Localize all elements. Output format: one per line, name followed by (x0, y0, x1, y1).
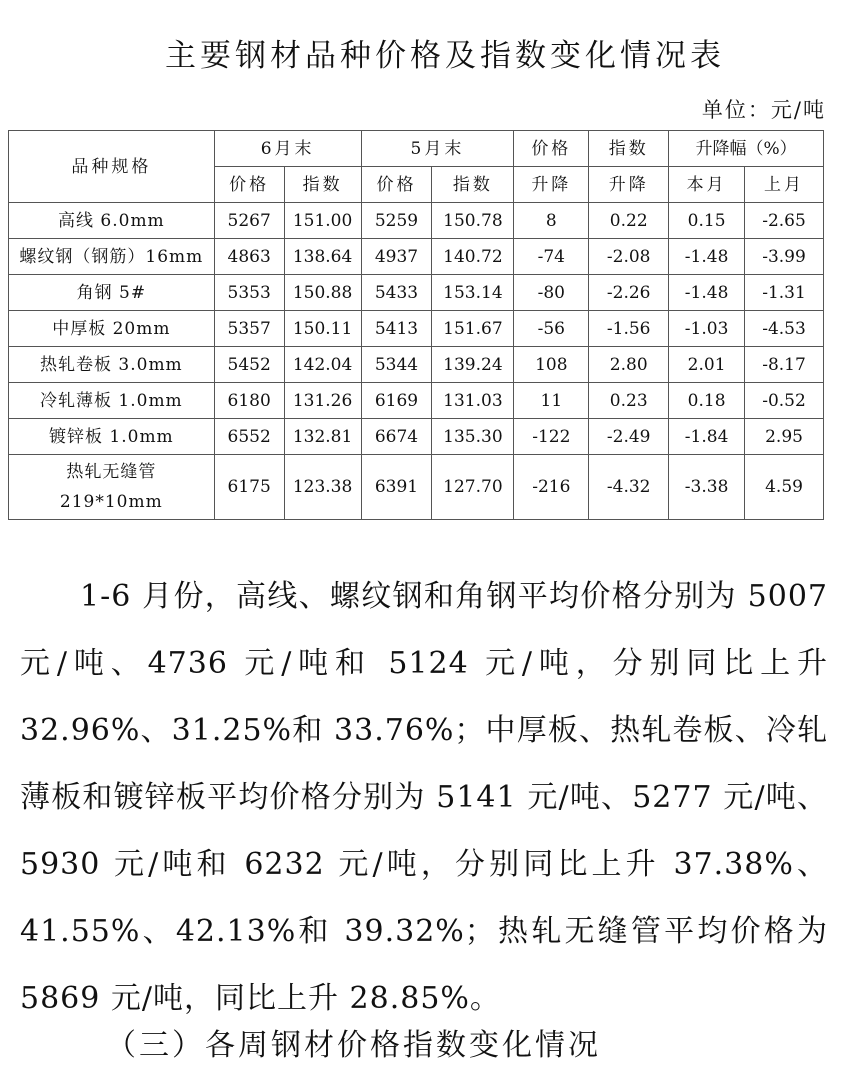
table-row (9, 203, 824, 239)
jun-price-cell: 4863 (214, 239, 284, 275)
header-price-change-1: 价格 (514, 131, 589, 167)
price-change-cell: -74 (514, 239, 589, 275)
header-index-change-1: 指数 (589, 131, 669, 167)
may-price-cell: 6169 (361, 383, 432, 419)
spec-cell: 角钢 5# (9, 275, 215, 311)
spec-cell: 高线 6.0mm (9, 203, 215, 239)
index-change-cell: -2.08 (589, 239, 669, 275)
spec-cell: 螺纹钢（钢筋）16mm (9, 239, 215, 275)
header-last-month: 上月 (745, 167, 824, 203)
jun-price-cell: 5267 (214, 203, 284, 239)
this-month-cell: -1.03 (669, 311, 745, 347)
index-change-cell: 0.22 (589, 203, 669, 239)
header-spec: 品种规格 (9, 131, 215, 203)
spec-line-1: 热轧无缝管 (66, 462, 157, 482)
spec-line-2: 219*10mm (59, 492, 163, 512)
table-row (9, 455, 824, 520)
price-change-cell: 11 (514, 383, 589, 419)
may-price-cell: 5433 (361, 275, 432, 311)
last-month-cell: -0.52 (745, 383, 824, 419)
may-price-cell: 6391 (361, 455, 432, 520)
this-month-cell: -1.48 (669, 275, 745, 311)
this-month-cell: 2.01 (669, 347, 745, 383)
last-month-cell: -1.31 (745, 275, 824, 311)
table-row (9, 383, 824, 419)
price-change-cell: 108 (514, 347, 589, 383)
last-month-cell: -8.17 (745, 347, 824, 383)
index-change-cell: -2.49 (589, 419, 669, 455)
jun-index-cell: 132.81 (284, 419, 361, 455)
header-index-change-2: 升降 (589, 167, 669, 203)
index-change-cell: 0.23 (589, 383, 669, 419)
may-index-cell: 135.30 (432, 419, 514, 455)
price-change-cell: -216 (514, 455, 589, 520)
header-row-1 (9, 131, 824, 167)
price-change-cell: -56 (514, 311, 589, 347)
may-index-cell: 150.78 (432, 203, 514, 239)
spec-cell: 冷轧薄板 1.0mm (9, 383, 215, 419)
this-month-cell: 0.18 (669, 383, 745, 419)
table-title: 主要钢材品种价格及指数变化情况表 (165, 38, 725, 74)
header-change-rate: 升降幅（%） (669, 131, 824, 167)
jun-index-cell: 131.26 (284, 383, 361, 419)
table-row (9, 275, 824, 311)
this-month-cell: -3.38 (669, 455, 745, 520)
header-jun-price: 价格 (214, 167, 284, 203)
section-subheading: （三）各周钢材价格指数变化情况 (106, 1028, 601, 1063)
jun-index-cell: 150.88 (284, 275, 361, 311)
jun-price-cell: 5353 (214, 275, 284, 311)
price-change-cell: -122 (514, 419, 589, 455)
spec-cell: 热轧卷板 3.0mm (9, 347, 215, 383)
unit-label: 单位：元/吨 (701, 98, 826, 122)
may-price-cell: 4937 (361, 239, 432, 275)
table-row (9, 239, 824, 275)
may-price-cell: 5259 (361, 203, 432, 239)
may-index-cell: 151.67 (432, 311, 514, 347)
may-index-cell: 153.14 (432, 275, 514, 311)
may-index-cell: 140.72 (432, 239, 514, 275)
index-change-cell: -4.32 (589, 455, 669, 520)
this-month-cell: 0.15 (669, 203, 745, 239)
jun-price-cell: 5357 (214, 311, 284, 347)
jun-price-cell: 5452 (214, 347, 284, 383)
last-month-cell: 4.59 (745, 455, 824, 520)
last-month-cell: -2.65 (745, 203, 824, 239)
header-june-end: 6月末 (214, 131, 361, 167)
price-change-cell: 8 (514, 203, 589, 239)
jun-index-cell: 150.11 (284, 311, 361, 347)
jun-index-cell: 142.04 (284, 347, 361, 383)
header-jun-index: 指数 (284, 167, 361, 203)
this-month-cell: -1.84 (669, 419, 745, 455)
jun-index-cell: 123.38 (284, 455, 361, 520)
jun-index-cell: 138.64 (284, 239, 361, 275)
price-change-cell: -80 (514, 275, 589, 311)
table-row (9, 419, 824, 455)
table-row (9, 311, 824, 347)
may-price-cell: 5413 (361, 311, 432, 347)
header-may-index: 指数 (432, 167, 514, 203)
spec-cell: 镀锌板 1.0mm (9, 419, 215, 455)
header-may-end: 5月末 (361, 131, 514, 167)
may-index-cell: 131.03 (432, 383, 514, 419)
jun-price-cell: 6180 (214, 383, 284, 419)
price-table (8, 130, 824, 520)
this-month-cell: -1.48 (669, 239, 745, 275)
table-row (9, 347, 824, 383)
may-index-cell: 139.24 (432, 347, 514, 383)
spec-cell: 中厚板 20mm (9, 311, 215, 347)
may-price-cell: 6674 (361, 419, 432, 455)
index-change-cell: -2.26 (589, 275, 669, 311)
last-month-cell: 2.95 (745, 419, 824, 455)
header-may-price: 价格 (361, 167, 432, 203)
jun-price-cell: 6175 (214, 455, 284, 520)
jun-index-cell: 151.00 (284, 203, 361, 239)
jun-price-cell: 6552 (214, 419, 284, 455)
may-price-cell: 5344 (361, 347, 432, 383)
may-index-cell: 127.70 (432, 455, 514, 520)
last-month-cell: -4.53 (745, 311, 824, 347)
index-change-cell: -1.56 (589, 311, 669, 347)
spec-cell (9, 455, 215, 520)
body-paragraph: 1-6 月份，高线、螺纹钢和角钢平均价格分别为 5007 元/吨、4736 元/吨和 5124 元/吨，分别同比上升 32.96%、31.25%和 33.76%；中厚板、热轧卷板、冷轧薄板和镀锌板平均价格分别为 5141 元/吨、5277 元/吨、5930 元/吨和 6232 元/吨，分别同比上升 37.38%、41.55%、42.13%和 39.32%；热轧无缝管平均价格为 5869 元/吨，同比上升 28.85%。 (20, 579, 828, 1016)
last-month-cell: -3.99 (745, 239, 824, 275)
index-change-cell: 2.80 (589, 347, 669, 383)
header-this-month: 本月 (669, 167, 745, 203)
header-price-change-2: 升降 (514, 167, 589, 203)
